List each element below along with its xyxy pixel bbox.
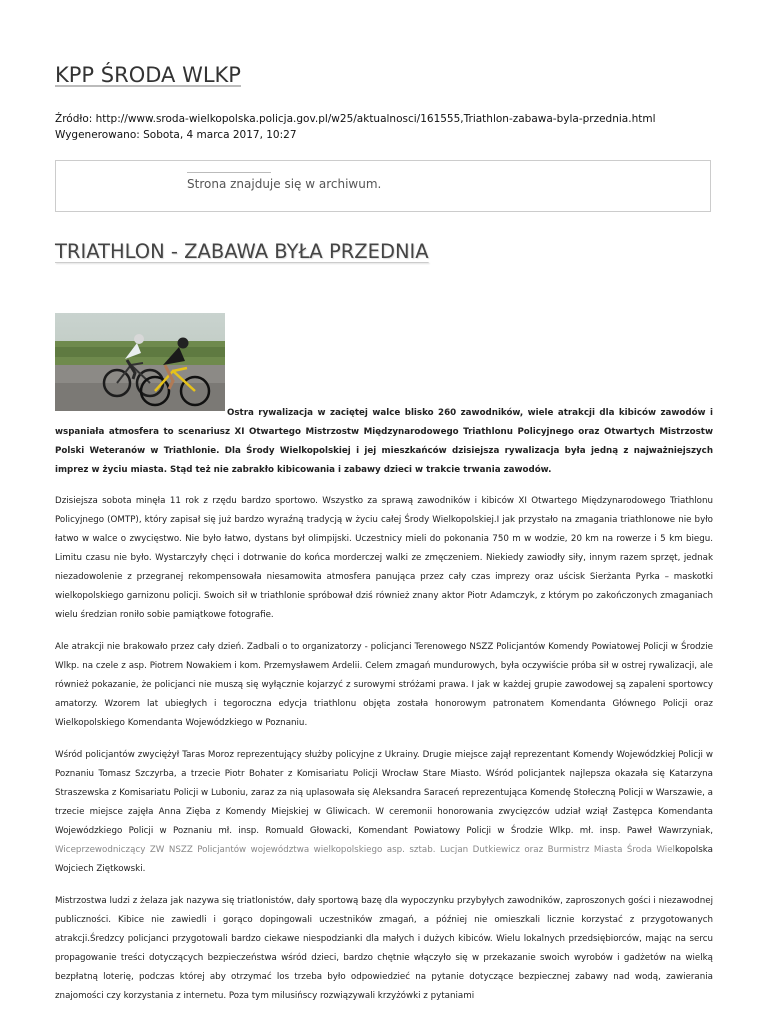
paragraph-4: Mistrzostwa ludzi z żelaza jak nazywa się triatlonistów, dały sportową bazę dla wypoczynku przybyłych zawodników, zaproszonych gości i niezawodnej publiczności. Kibice nie zawiedli i gorąco dopingowali uczestników zmagań, a później nie omieszkali licznie korzystać z przygotowanych atrakcji.Średzcy policjanci przygotowali bardzo ciekawe niespodzianki dla małych i dużych kibiców. Wielu lokalnych przedsiębiorców, mając na sercu propagowanie treści dotyczących bezpieczeństwa wśród dzieci, bardzo chętnie włączyło się w przekazanie swoich wyrobów i gadżetów na wielką bezpłatną loterię, podczas której aby otrzymać los trzeba było odpowiedzieć na pytanie dotyczące bezpiecznej zabawy nad wodą, zawierania znajomości czy korzystania z internetu. Poza tym milusińscy rozwiązywali krzyżówki z pytaniami <box>55 896 713 1001</box>
paragraph-2: Ale atrakcji nie brakowało przez cały dzień. Zadbali o to organizatorzy - policjanci Terenowego NSZZ Policjantów Komendy Powiatowej Policji w Środzie Wlkp. na czele z asp. Piotrem Nowakiem i kom. Przemysławem Ardelii. Celem zmagań mundurowych, była oczywiście próba sił w ostrej rywalizacji, ale również pokazanie, że policjanci nie muszą się wyłącznie kojarzyć z surowymi stróżami prawa. I jak w każdej grupie zawodowej są zapaleni sportowcy amatorzy. Wzorem lat ubiegłych i tegoroczna edycja triathlonu objęta została honorowym patronatem Komendanta Głównego Policji oraz Wielkopolskiego Komendanta Wojewódzkiego w Poznaniu. <box>55 642 713 728</box>
article-lead <box>55 404 713 480</box>
paragraph-3-muted-text: Wiceprzewodniczący ZW NSZZ Policjantów województwa wielkopolskiego asp. sztab. Lucjan Dutkiewicz oraz Burmistrz Miasta Środa Wiel <box>55 845 675 855</box>
archive-notice-box <box>55 160 711 212</box>
page-meta <box>55 111 655 143</box>
article-photo <box>55 313 225 411</box>
source-url[interactable]: Źródło: http://www.sroda-wielkopolska.policja.gov.pl/w25/aktualnosci/161555,Triathlon-zabawa-byla-przednia.html <box>55 113 656 125</box>
site-title: KPP ŚRODA WLKP <box>55 63 241 87</box>
archive-divider <box>187 172 271 173</box>
article-body <box>55 404 713 1019</box>
lead-text: Ostra rywalizacja w zaciętej walce blisko 260 zawodników, wiele atrakcji dla kibiców zawodów i wspaniała atmosfera to scenariusz XI Otwartego Mistrzostw Międzynarodowego Triathlonu Policyjnego oraz Otwartych Mistrzostw Polski Weteranów w Triathlonie. Dla Środy Wielkopolskiej i jej mieszkańców dzisiejsza rywalizacja była jedną z najważniejszych imprez w życiu miasta. Stąd też nie zabrakło kibicowania i zabawy dzieci w trakcie trwania zawodów. <box>55 408 713 475</box>
paragraph-1: Dzisiejsza sobota minęła 11 rok z rzędu bardzo sportowo. Wszystko za sprawą zawodników i kibiców XI Otwartego Międzynarodowego Triathlonu Policyjnego (OMTP), który zapisał się już bardzo wyraźną tradycją w życiu całej Środy Wielkopolskiej.I jak przystało na zmagania triathlonowe nie było łatwo w walce o zwycięstwo. Nie było łatwo, dystans był olimpijski. Uczestnicy mieli do pokonania 750 m w wodzie, 20 km na rowerze i 5 km biegu. Limitu czasu nie było. Wystarczyły chęci i dotrwanie do końca morderczej walki ze zmęczeniem. Niekiedy zawiodły siły, innym razem sprzęt, jednak niezadowolenie z przegranej rekompensowała niesamowita atmosfera panująca przez cały czas imprezy oraz uścisk Sierżanta Pyrka – maskotki wielkopolskiego garnizonu policji. Swoich sił w triathlonie spróbował dziś również znany aktor Piotr Adamczyk, z którym po zakończonych zmaganiach wielu średzian roniło sobie pamiątkowe fotografie. <box>55 496 713 620</box>
paragraph-3-end: kopolska Wojciech Ziętkowski. <box>55 845 713 874</box>
paragraph-3 <box>55 746 713 879</box>
generated-date: Wygenerowano: Sobota, 4 marca 2017, 10:27 <box>55 129 297 141</box>
paragraph-3-text: Wśród policjantów zwyciężył Taras Moroz reprezentujący służby policyjne z Ukrainy. Drugie miejsce zajął reprezentant Komendy Wojewódzkiej Policji w Poznaniu Tomasz Szczyrba, a trzecie Piotr Bohater z Komisariatu Policji Wrocław Stare Miasto. Wśród policjantek najlepsza okazała się Katarzyna Straszewska z Komisariatu Policji w Luboniu, zaraz za nią uplasowała się Aleksandra Saraceń reprezentująca Komendę Stołeczną Policji w Warszawie, a trzecie miejsce zajęła Anna Zięba z Komendy Miejskiej w Gliwicach. W ceremonii honorowania zwycięzców udział wziął Zastępca Komendanta Wojewódzkiego Policji w Poznaniu mł. insp. Romuald Głowacki, Komendant Powiatowy Policji w Środzie Wlkp. mł. insp. Paweł Wawrzyniak, <box>55 750 713 836</box>
archive-notice: Strona znajduje się w archiwum. <box>187 177 382 191</box>
cyclists-photo <box>55 313 225 411</box>
article-title: TRIATHLON - ZABAWA BYŁA PRZEDNIA <box>55 240 429 263</box>
